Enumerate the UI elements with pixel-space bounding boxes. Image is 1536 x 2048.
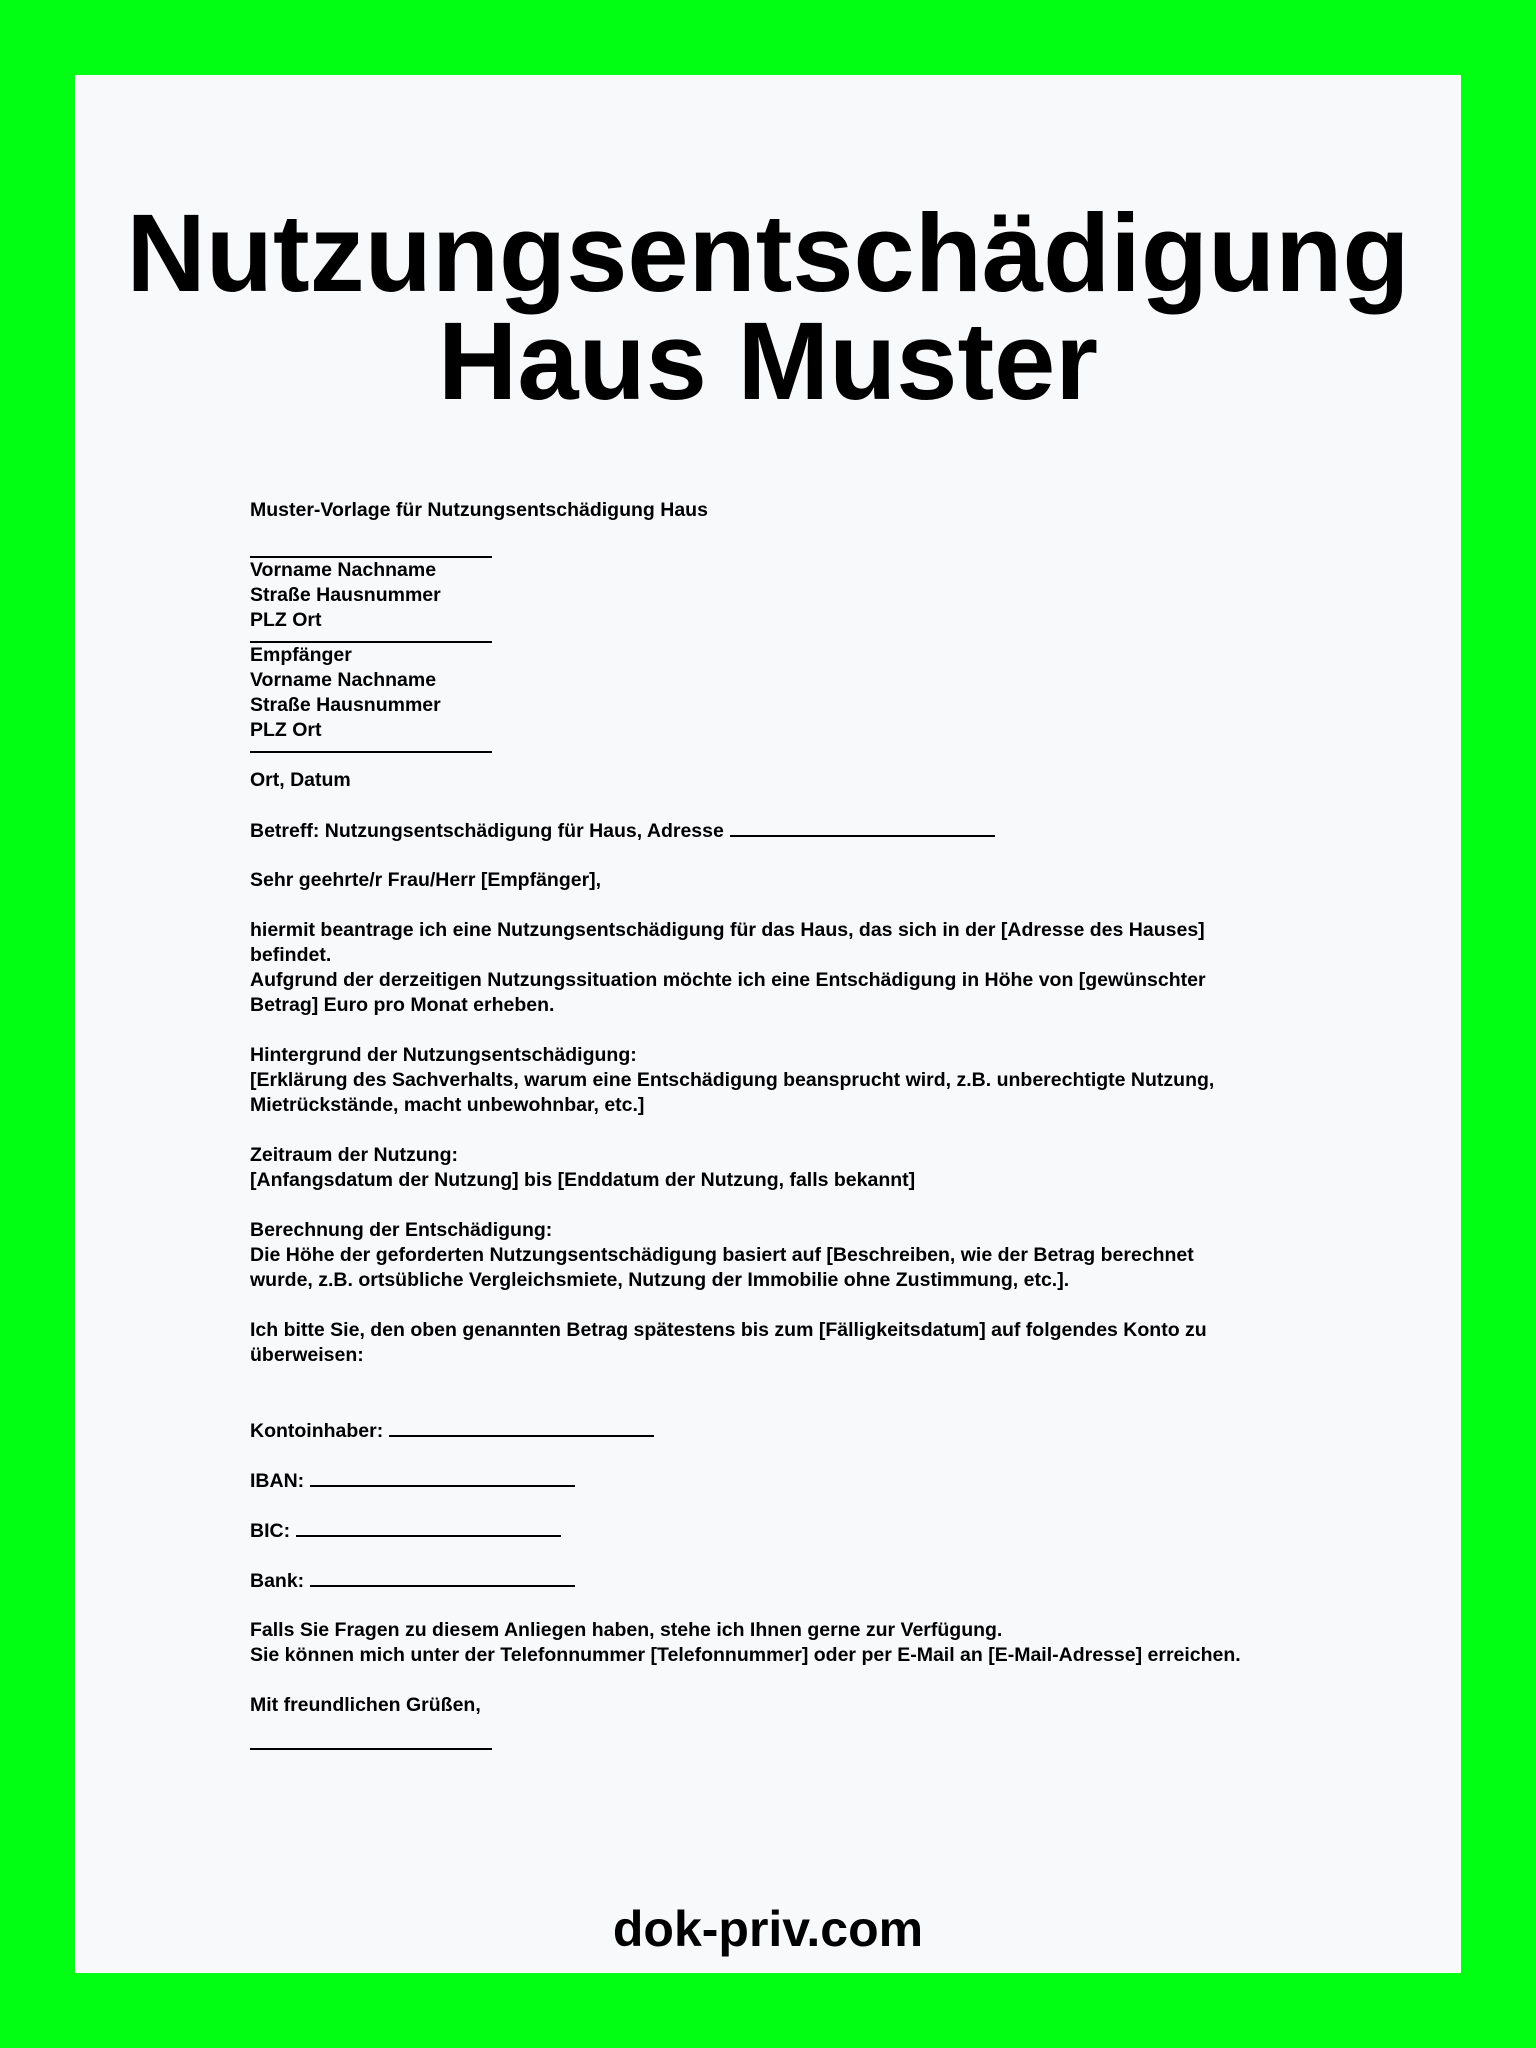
iban-blank [310,1468,575,1487]
bank-blank [310,1568,575,1587]
account-holder-blank [389,1418,654,1437]
footer-website[interactable]: dok-priv.com [612,1901,924,1957]
signature-line [250,1740,492,1750]
document-page [75,75,1461,1973]
request-line: überweisen: [250,1344,364,1366]
salutation: Sehr geehrte/r Frau/Herr [Empfänger], [250,869,602,891]
closing-line: Falls Sie Fragen zu diesem Anliegen haben, stehe ich Ihnen gerne zur Verfügung. [250,1619,1003,1641]
regards: Mit freundlichen Grüßen, [250,1694,481,1716]
recipient-city: PLZ Ort [250,719,322,741]
divider-rule [250,743,492,753]
background-line: Mietrückstände, macht unbewohnbar, etc.] [250,1094,645,1116]
period-heading: Zeitraum der Nutzung: [250,1144,458,1166]
sender-street: Straße Hausnummer [250,584,441,606]
sender-city: PLZ Ort [250,609,322,631]
para1-line: befindet. [250,944,332,966]
bic-row [250,1518,1360,1543]
bank-row [250,1568,1360,1593]
title-line-2: Haus Muster [437,300,1099,423]
bank-label: Bank: [250,1570,305,1592]
letter-heading: Muster-Vorlage für Nutzungsentschädigung Haus [250,499,708,521]
background-heading: Hintergrund der Nutzungsentschädigung: [250,1044,637,1066]
page-title [75,192,1461,423]
calc-line: wurde, z.B. ortsübliche Vergleichsmiete, Nutzung der Immobilie ohne Zustimmung, etc.]. [250,1269,1070,1291]
period-line: [Anfangsdatum der Nutzung] bis [Enddatum der Nutzung, falls bekannt] [250,1169,916,1191]
account-holder-label: Kontoinhaber: [250,1420,384,1442]
request-line: Ich bitte Sie, den oben genannten Betrag spätestens bis zum [Fälligkeitsdatum] auf folgendes Konto zu [250,1319,1207,1341]
bic-label: BIC: [250,1520,291,1542]
recipient-street: Straße Hausnummer [250,694,441,716]
account-holder-row [250,1418,1360,1443]
signature-rule [250,548,492,558]
calc-heading: Berechnung der Entschädigung: [250,1219,553,1241]
recipient-name: Vorname Nachname [250,669,437,691]
iban-label: IBAN: [250,1470,305,1492]
title-line-1: Nutzungsentschädigung [126,192,1410,315]
para1-line: Aufgrund der derzeitigen Nutzungssituation möchte ich eine Entschädigung in Höhe von [gewünschter [250,969,1206,991]
letter-body [250,498,1360,1750]
calc-line: Die Höhe der geforderten Nutzungsentschädigung basiert auf [Beschreiben, wie der Betrag berechnet [250,1244,1194,1266]
subject-line [250,818,1360,843]
subject-blank [730,818,995,837]
para1-line: Betrag] Euro pro Monat erheben. [250,994,555,1016]
place-date: Ort, Datum [250,769,351,791]
divider-rule [250,633,492,643]
bic-blank [296,1518,561,1537]
recipient-label: Empfänger [250,644,352,666]
background-line: [Erklärung des Sachverhalts, warum eine Entschädigung beansprucht wird, z.B. unberechtigte Nutzung, [250,1069,1215,1091]
closing-line: Sie können mich unter der Telefonnummer [Telefonnummer] oder per E-Mail an [E-Mail-Adresse] erreichen. [250,1644,1241,1666]
iban-row [250,1468,1360,1493]
subject-text: Betreff: Nutzungsentschädigung für Haus, Adresse [250,820,724,842]
para1-line: hiermit beantrage ich eine Nutzungsentschädigung für das Haus, das sich in der [Adresse des Hauses] [250,919,1205,941]
sender-name: Vorname Nachname [250,559,437,581]
